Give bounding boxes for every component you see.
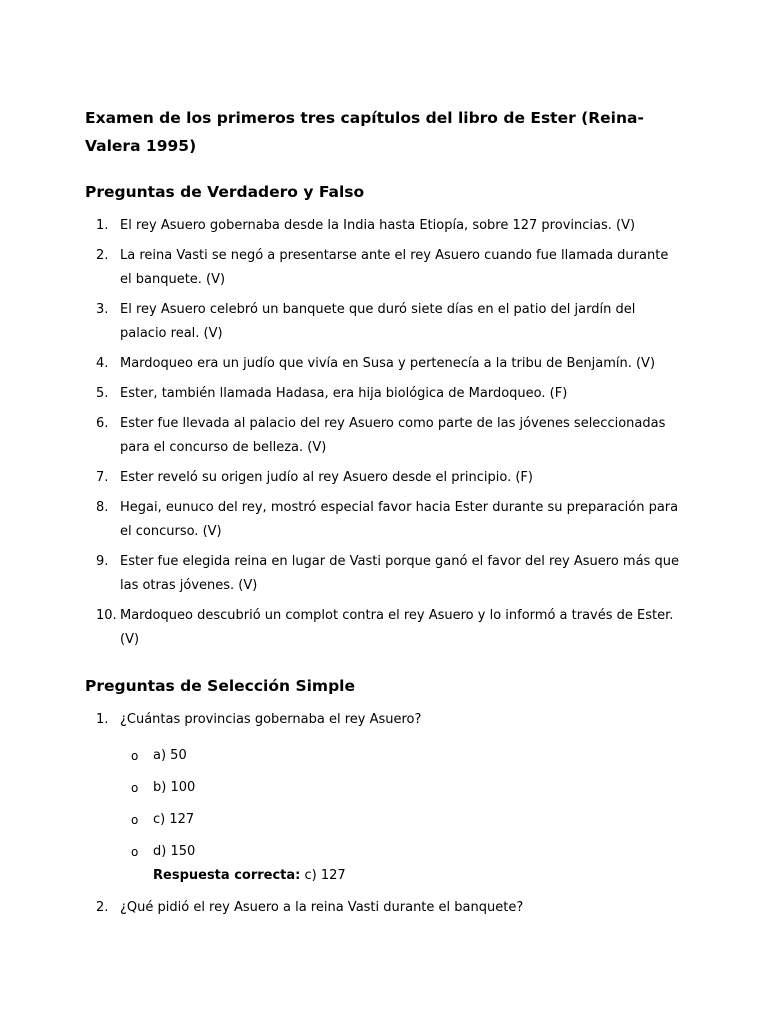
- true-false-list: [0, 214, 768, 658]
- multiple-choice-heading: Preguntas de Selección Simple: [85, 677, 355, 695]
- question-2: [0, 896, 768, 920]
- option-text: b) 100: [153, 780, 196, 795]
- item-number: 10.: [96, 608, 117, 623]
- item-text: Mardoqueo era un judío que vivía en Susa y pertenecía a la tribu de Benjamín. (V): [120, 356, 656, 371]
- true-false-heading: Preguntas de Verdadero y Falso: [85, 183, 365, 201]
- item-text: Ester, también llamada Hadasa, era hija biológica de Mardoqueo. (F): [120, 386, 568, 401]
- option-item: [0, 808, 768, 840]
- item-number: 9.: [96, 554, 109, 569]
- list-item: [0, 604, 680, 652]
- item-text: Ester fue elegida reina en lugar de Vasti porque ganó el favor del rey Asuero más que las otras jóvenes. (V): [120, 554, 679, 593]
- list-item: [0, 298, 680, 346]
- answer-value: c) 127: [300, 868, 346, 883]
- item-number: 1.: [96, 218, 109, 233]
- item-text: La reina Vasti se negó a presentarse ante el rey Asuero cuando fue llamada durante el banquete. (V): [120, 248, 669, 287]
- list-item: [0, 382, 680, 406]
- list-item: [0, 496, 680, 544]
- option-item: [0, 776, 768, 808]
- item-number: 2.: [96, 248, 109, 263]
- list-item: [0, 352, 680, 376]
- item-text: El rey Asuero gobernaba desde la India hasta Etiopía, sobre 127 provincias. (V): [120, 218, 636, 233]
- option-item: [0, 840, 768, 872]
- question-1: [0, 708, 768, 732]
- item-number: 7.: [96, 470, 109, 485]
- question-text: ¿Cuántas provincias gobernaba el rey Asuero?: [120, 712, 422, 727]
- option-text: d) 150: [153, 844, 196, 859]
- item-text: Ester fue llevada al palacio del rey Asuero como parte de las jóvenes seleccionadas para el concurso de belleza. (V): [120, 416, 666, 455]
- list-item: [0, 412, 680, 460]
- bullet-icon: o: [131, 749, 139, 763]
- list-item: [0, 214, 680, 238]
- question-number: 2.: [96, 900, 109, 915]
- item-number: 5.: [96, 386, 109, 401]
- option-text: c) 127: [153, 812, 195, 827]
- item-number: 4.: [96, 356, 109, 371]
- question-number: 1.: [96, 712, 109, 727]
- bullet-icon: o: [131, 813, 139, 827]
- item-text: Mardoqueo descubrió un complot contra el rey Asuero y lo informó a través de Ester. (V): [120, 608, 674, 647]
- item-number: 3.: [96, 302, 109, 317]
- document-title: Examen de los primeros tres capítulos del libro de Ester (Reina-Valera 1995): [85, 109, 644, 155]
- bullet-icon: o: [131, 781, 139, 795]
- question-text: ¿Qué pidió el rey Asuero a la reina Vasti durante el banquete?: [120, 900, 524, 915]
- item-text: Ester reveló su origen judío al rey Asuero desde el principio. (F): [120, 470, 533, 485]
- item-number: 8.: [96, 500, 109, 515]
- item-text: Hegai, eunuco del rey, mostró especial favor hacia Ester durante su preparación para el concurso. (V): [120, 500, 679, 539]
- option-text: a) 50: [153, 748, 187, 763]
- item-text: El rey Asuero celebró un banquete que duró siete días en el patio del jardín del palacio real. (V): [120, 302, 636, 341]
- option-item: [0, 744, 768, 776]
- answer-label: Respuesta correcta:: [153, 868, 301, 883]
- options-list: [0, 744, 768, 872]
- list-item: [0, 550, 680, 598]
- list-item: [0, 466, 680, 490]
- multiple-choice-section: [0, 708, 768, 920]
- bullet-icon: o: [131, 845, 139, 859]
- list-item: [0, 244, 680, 292]
- item-number: 6.: [96, 416, 109, 431]
